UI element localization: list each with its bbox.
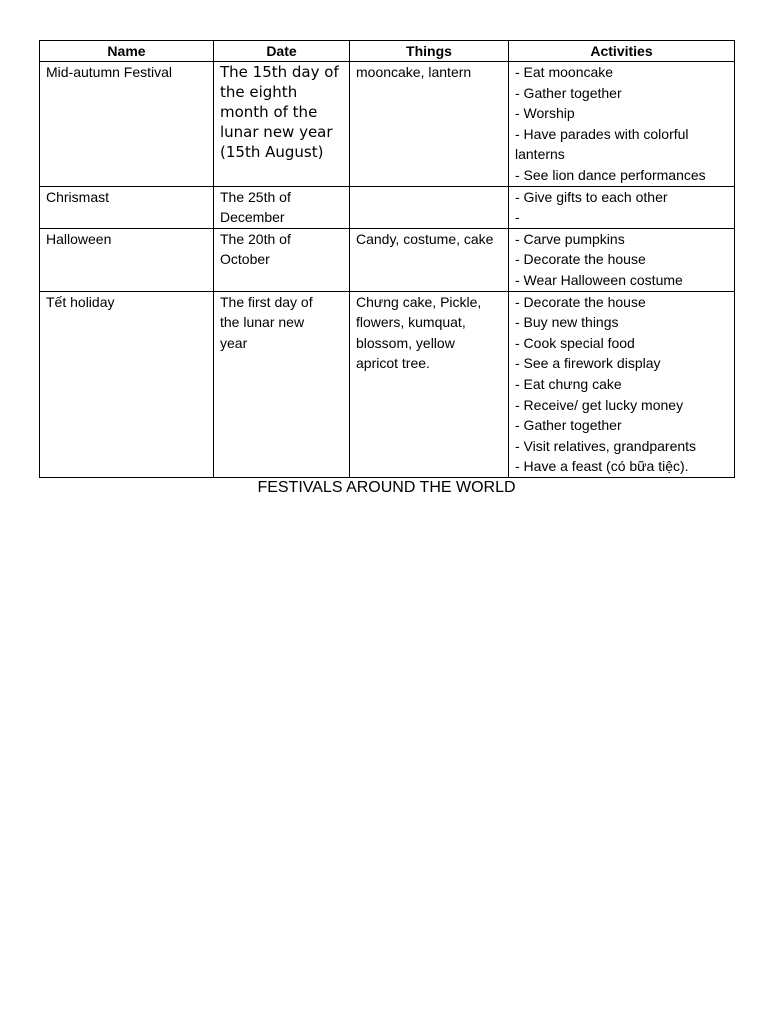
- festival-name: Chrismast: [46, 188, 110, 205]
- table-row: [40, 228, 735, 291]
- table-row: [40, 186, 735, 228]
- table-row: [40, 62, 735, 187]
- things-line: blossom, yellow: [356, 334, 455, 351]
- date-line: December: [220, 209, 285, 226]
- festival-name: Tết holiday: [46, 293, 115, 310]
- cell-things: [350, 186, 509, 228]
- cell-name: [40, 186, 214, 228]
- date-line: (15th August): [220, 143, 324, 161]
- cell-things: [350, 62, 509, 187]
- date-line: the eighth: [220, 83, 298, 101]
- date-line: The 20th of: [220, 230, 291, 247]
- header-date: Date: [214, 41, 350, 62]
- activity-line: - Eat chưng cake: [515, 375, 622, 392]
- cell-activities: [509, 62, 735, 187]
- cell-activities: [509, 228, 735, 291]
- cell-date: [214, 228, 350, 291]
- activity-line: -: [515, 209, 520, 226]
- activity-line: - Give gifts to each other: [515, 188, 668, 205]
- cell-name: [40, 291, 214, 477]
- cell-things: [350, 228, 509, 291]
- things-line: mooncake, lantern: [356, 64, 472, 80]
- activity-line: - Receive/ get lucky money: [515, 396, 684, 413]
- cell-activities: [509, 291, 735, 477]
- date-line: month of the: [220, 103, 318, 121]
- cell-date: [214, 62, 350, 187]
- things-line: apricot tree.: [356, 355, 430, 372]
- things-line: Candy, costume, cake: [356, 230, 494, 247]
- activity-line: - Have a feast (có bữa tiệc).: [515, 458, 689, 475]
- table-caption: FESTIVALS AROUND THE WORLD: [257, 479, 516, 496]
- things-line: flowers, kumquat,: [356, 314, 466, 331]
- date-line: October: [220, 251, 270, 268]
- things-line: Chưng cake, Pickle,: [356, 293, 482, 310]
- activity-line: - Buy new things: [515, 314, 619, 331]
- activity-line: - See lion dance performances: [515, 166, 706, 183]
- cell-activities: [509, 186, 735, 228]
- festival-name: Mid-autumn Festival: [46, 64, 173, 80]
- date-line: The 15th day of: [220, 63, 339, 81]
- date-line: year: [220, 334, 248, 351]
- date-line: The 25th of: [220, 188, 291, 205]
- festivals-table: [39, 40, 735, 478]
- cell-date: [214, 291, 350, 477]
- date-line: lunar new year: [220, 123, 333, 141]
- activity-line: - Decorate the house: [515, 293, 646, 310]
- activity-line: - Carve pumpkins: [515, 230, 625, 247]
- activity-line: lanterns: [515, 146, 565, 163]
- activity-line: - Visit relatives, grandparents: [515, 437, 697, 454]
- date-line: the lunar new: [220, 314, 305, 331]
- activity-line: - Have parades with colorful: [515, 125, 689, 142]
- header-activities: Activities: [509, 41, 735, 62]
- festival-name: Halloween: [46, 230, 112, 247]
- date-line: The first day of: [220, 293, 313, 310]
- activity-line: - Decorate the house: [515, 251, 646, 268]
- table-row: [40, 291, 735, 477]
- activity-line: - See a firework display: [515, 355, 661, 372]
- table-header-row: [40, 41, 735, 62]
- header-name: Name: [40, 41, 214, 62]
- cell-name: [40, 228, 214, 291]
- activity-line: - Wear Halloween costume: [515, 271, 683, 288]
- cell-date: [214, 186, 350, 228]
- cell-things: [350, 291, 509, 477]
- header-things: Things: [350, 41, 509, 62]
- activity-line: - Gather together: [515, 84, 622, 101]
- activity-line: - Gather together: [515, 417, 622, 434]
- activity-line: - Worship: [515, 105, 575, 122]
- activity-line: - Cook special food: [515, 334, 635, 351]
- cell-name: [40, 62, 214, 187]
- activity-line: - Eat mooncake: [515, 64, 614, 80]
